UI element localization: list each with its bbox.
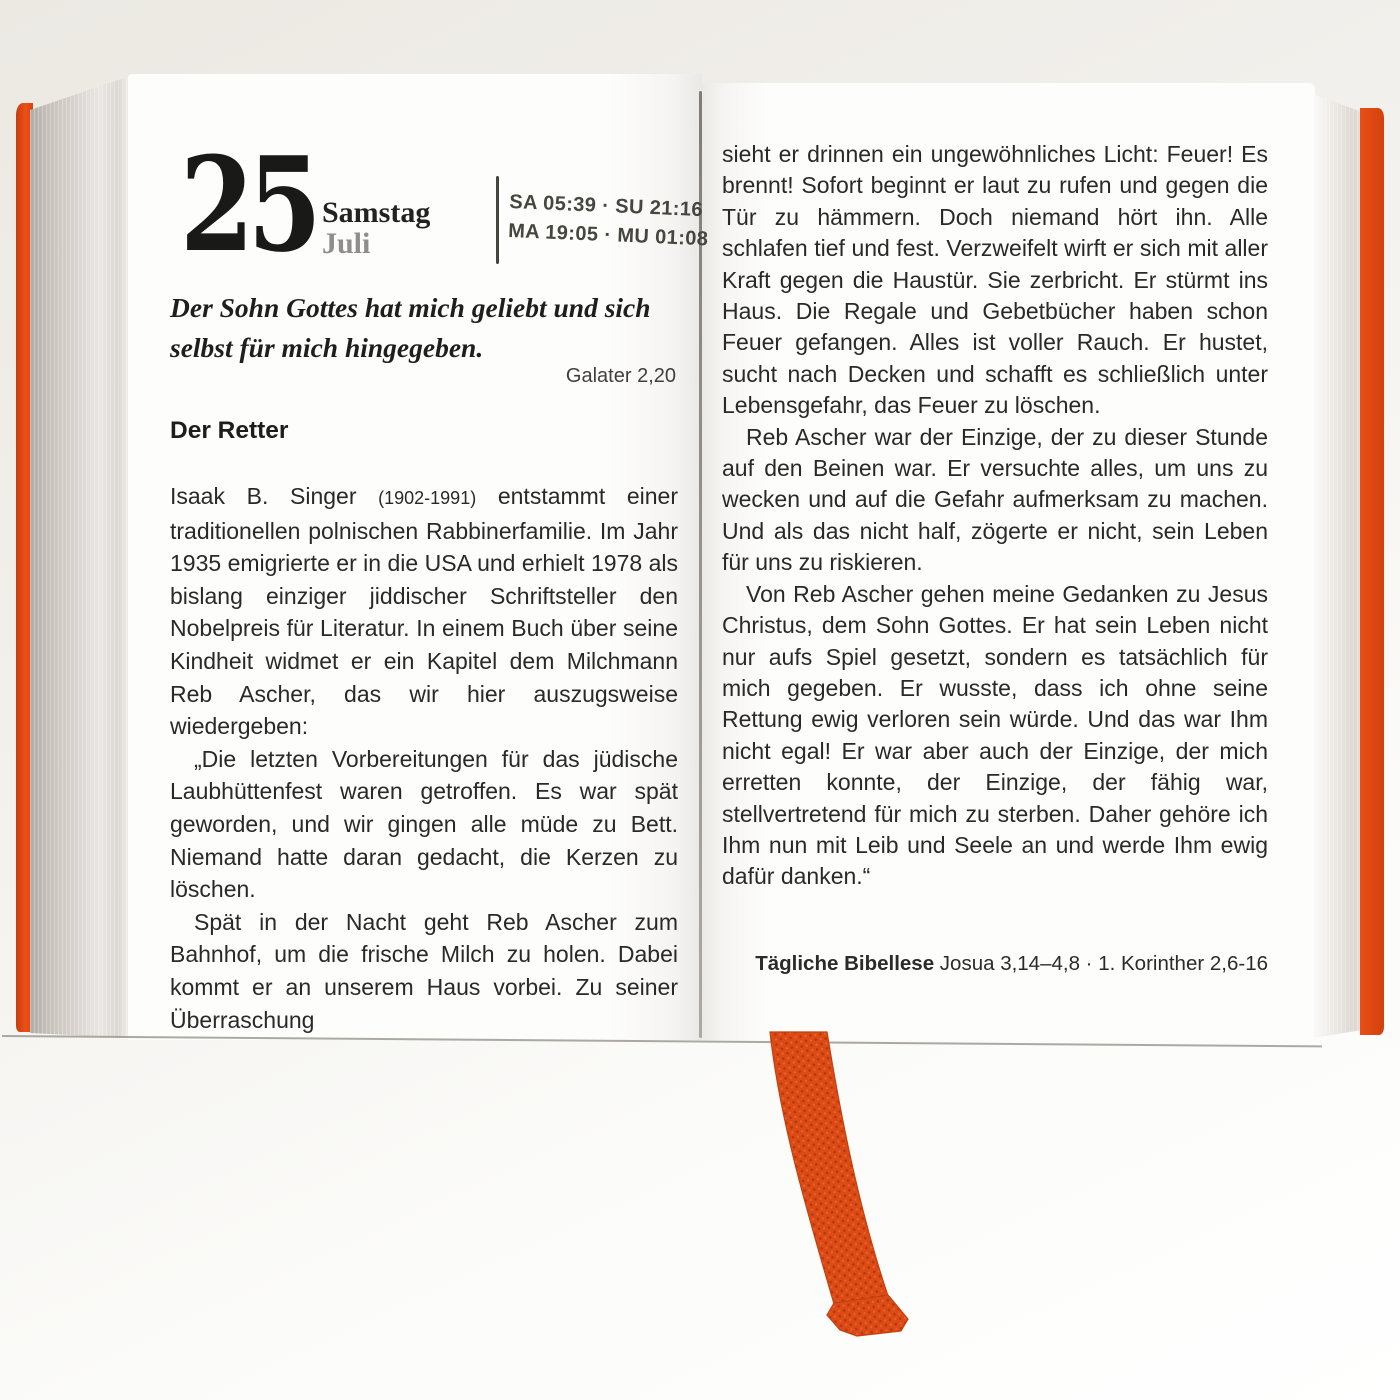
paragraph: Von Reb Ascher gehen meine Gedanken zu Jesus Christus, dem Sohn Gottes. Er hat sein Leben nicht nur aufs Spiel gesetzt, sondern es tatsächlich für mich gegeben. Er wusste, dass ich ohne seine Rettung ewig verloren sein würde. Und das war Ihm nicht egal! Er war aber auch der Einzige, der mich erretten konnte, der Einzige, der fähig war, stellvertretend für mich zu sterben. Daher gehöre ich Ihm nun mit Leib und Seele an und werde Ihm ewig dafür danken.“ xyxy=(722,580,1268,890)
paragraph-text: Isaak B. Singer xyxy=(170,483,379,509)
ribbon-flared-tip xyxy=(827,1295,908,1336)
devotional-title: Der Retter xyxy=(170,417,289,444)
daily-reading-references: Josua 3,14–4,8 · 1. Korinther 2,6-16 xyxy=(934,952,1268,975)
paragraph: sieht er drinnen ein ungewöhnliches Licht: Feuer! Es brennt! Sofort beginnt er laut zu rufen und gegen die Tür zu hämmern. Doch niemand hört ihn. Alle schlafen tief und fest. Verzweifelt wirft er sich mit aller Kraft gegen die Haustür. Sie zerbricht. Er stürmt ins Haus. Die Regale und Gebetbücher haben schon Feuer gefangen. Alles ist voller Rauch. Er hustet, sucht nach Decken und schafft es schließlich unter Lebensgefahr, das Feuer zu löschen. xyxy=(722,141,1268,419)
paragraph: Reb Ascher war der Einzige, der zu dieser Stunde auf den Beinen war. Er versuchte alles, um uns zu wecken und auf die Gefahr aufmerksam zu machen. Und als das nicht half, zögerte er nicht, sein Leben für uns zu riskieren. xyxy=(722,423,1268,576)
date-month: Juli xyxy=(322,227,371,260)
daily-reading-footer xyxy=(722,952,1268,976)
paragraph-text: entstammt einer traditionellen polnischen Rabbinerfamilie. Im Jahr 1935 emigrierte er in die USA und erhielt 1978 als bislang einziger jiddischer Schriftsteller den Nobelpreis für Literatur. In einem Buch über seine Kindheit widmet er ein Kapitel dem Milchmann Reb Ascher, das wir hier auszugsweise wiedergeben: xyxy=(170,483,678,740)
sunrise-sunset-line: SA 05:39 · SU 21:16 xyxy=(508,190,704,222)
right-page-body xyxy=(722,139,1268,893)
date-day: 25 xyxy=(180,128,316,281)
paragraph: „Die letzten Vorbereitungen für das jüdische Laubhüttenfest waren getroffen. Es war spät geworden, und wir gingen alle müde zu Bett. Niemand hatte daran gedacht, die Kerzen zu löschen. xyxy=(170,745,678,903)
date-weekday: Samstag xyxy=(322,196,431,229)
right-page-fore-edge xyxy=(1313,94,1362,1038)
daily-verse: Der Sohn Gottes hat mich geliebt und sich selbst für mich hingegeben. xyxy=(170,292,651,363)
daily-reading-label: Tägliche Bibellese xyxy=(755,952,935,975)
right-cover-edge xyxy=(1360,108,1384,1035)
verse-reference: Galater 2,20 xyxy=(565,365,676,387)
left-page-body xyxy=(170,480,678,1036)
sun-moon-times xyxy=(508,188,711,254)
ribbon-strip xyxy=(770,1032,888,1304)
paragraph: Spät in der Nacht geht Reb Ascher zum Bahnhof, um die frische Milch zu holen. Dabei kommt er an unserem Haus vorbei. Zu seiner Überraschung xyxy=(170,908,678,1033)
paragraph xyxy=(170,480,678,743)
moonrise-moonset-line: MA 19:05 · MU 01:08 xyxy=(507,219,709,251)
life-years: (1902-1991) xyxy=(378,488,477,508)
header-divider xyxy=(496,176,499,264)
left-page-fore-edge xyxy=(30,76,130,1038)
